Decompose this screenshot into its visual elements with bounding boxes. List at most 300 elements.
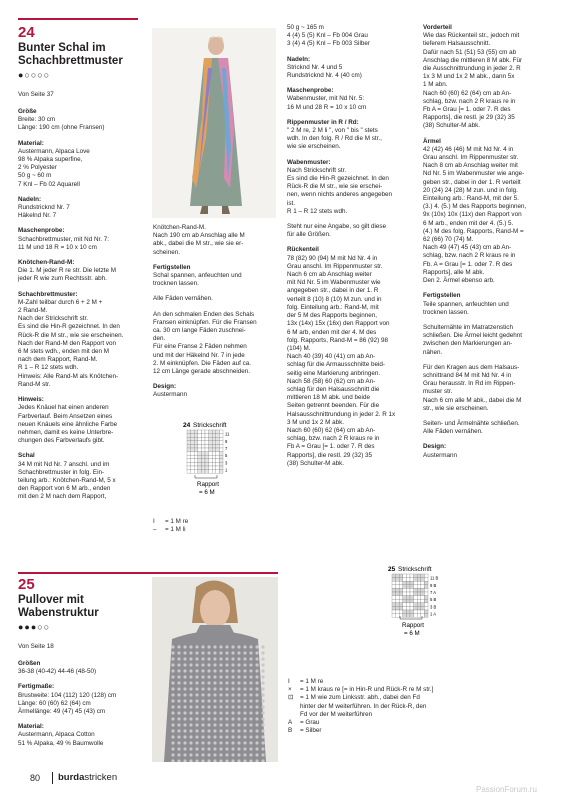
honeycomb-dot [261, 717, 264, 720]
chart-row-number: 1 A [430, 611, 437, 617]
section-text: Für den Kragen aus dem Halsaus- schnittrand 84 M mit Nd Nr. 4 in Grau herausstr. In Rd im Rippen- muster str. Nach 6 cm alle M abk., dabei die M str., wie sie erscheinen. [423, 363, 522, 412]
section-heading: Nadeln: [287, 55, 311, 63]
chart-cell [406, 596, 410, 600]
honeycomb-dot [237, 675, 240, 678]
honeycomb-dot [183, 753, 186, 756]
text-block [423, 443, 551, 459]
honeycomb-dot [249, 729, 252, 732]
honeycomb-dot [249, 657, 252, 660]
honeycomb-dot [231, 699, 234, 702]
section-25-rule [18, 572, 278, 574]
chart-cell [191, 452, 195, 456]
honeycomb-dot [195, 669, 198, 672]
chart-cell [406, 588, 410, 592]
section-heading: Maschenprobe: [287, 87, 334, 95]
chart-cell [406, 599, 410, 603]
chart-cell [201, 448, 205, 452]
legend-item [288, 678, 548, 686]
chart-cell [219, 434, 223, 438]
honeycomb-dot [255, 699, 258, 702]
honeycomb-dot [171, 693, 174, 696]
honeycomb-dot [183, 645, 186, 648]
honeycomb-dot [207, 687, 210, 690]
chart-cell [216, 459, 220, 463]
honeycomb-dot [183, 693, 186, 696]
honeycomb-dot [237, 657, 240, 660]
honeycomb-dot [225, 657, 228, 660]
chart-25-row-numbers [430, 576, 439, 617]
source-page-ref: Von Seite 37 [18, 91, 54, 98]
honeycomb-dot [219, 741, 222, 744]
honeycomb-dot [249, 705, 252, 708]
section-text: Die 1. M jeder R re str. Die letzte M jeder R wie zum Rechtsstr. abh. [18, 267, 116, 283]
honeycomb-dot [237, 741, 240, 744]
honeycomb-dot [231, 747, 234, 750]
honeycomb-dot [189, 645, 192, 648]
section-text: Austermann, Alpaca Love 98 % Alpaka superfine, 2 % Polyester 50 g ~ 60 m 7 Knl – Fb 02 Aquarell [18, 147, 90, 188]
chart-cell [410, 610, 414, 614]
honeycomb-dot [183, 669, 186, 672]
pattern-24-number: 24 [18, 24, 35, 41]
chart-cell [424, 578, 428, 582]
text-block [18, 723, 148, 748]
chart-cell [406, 606, 410, 610]
chart-cell [194, 444, 198, 448]
honeycomb-dot [201, 645, 204, 648]
honeycomb-dot [231, 657, 234, 660]
chart-cell [212, 466, 216, 470]
chart-cell [399, 585, 403, 589]
honeycomb-dot [249, 681, 252, 684]
honeycomb-dot [201, 651, 204, 654]
honeycomb-dot [219, 705, 222, 708]
chart-cell [198, 448, 202, 452]
honeycomb-dot [183, 747, 186, 750]
honeycomb-dot [219, 669, 222, 672]
chart-cell [396, 614, 400, 618]
chart-cell [410, 581, 414, 585]
chart-cell [205, 430, 209, 434]
watermark: PassionForum.ru [476, 785, 537, 794]
chart-cell [399, 588, 403, 592]
legend-item [288, 719, 548, 727]
chart-cell [187, 437, 191, 441]
chart-cell [414, 606, 418, 610]
chart-cell [198, 437, 202, 441]
chart-cell [194, 459, 198, 463]
chart-cell [216, 441, 220, 445]
honeycomb-dot [207, 717, 210, 720]
honeycomb-dot [171, 651, 174, 654]
honeycomb-dot [255, 729, 258, 732]
chart-25-rapport-value: = 6 M [404, 630, 420, 637]
section-text: Schachbrettmuster, mit Nd Nr. 7: 11 M und 18 R = 10 x 10 cm [18, 235, 109, 251]
chart-cell [194, 448, 198, 452]
honeycomb-dot [249, 735, 252, 738]
honeycomb-dot [189, 687, 192, 690]
chart-cell [191, 448, 195, 452]
honeycomb-dot [219, 735, 222, 738]
honeycomb-dot [201, 717, 204, 720]
honeycomb-dot [225, 753, 228, 756]
honeycomb-dot [261, 723, 264, 726]
honeycomb-dot [207, 675, 210, 678]
section-heading: Design: [153, 383, 177, 391]
honeycomb-dot [219, 675, 222, 678]
honeycomb-dot [183, 735, 186, 738]
legend-text: = 1 M wie zum Linksstr. abh., dabei den Fd hinter der M weiterführen. In der Rück-R, den Fd vor der M weiterführen [300, 694, 427, 718]
legend-item [153, 526, 253, 534]
honeycomb-dot [213, 645, 216, 648]
section-heading: Vorderteil [423, 24, 452, 31]
chart-cell [187, 444, 191, 448]
honeycomb-dot [207, 699, 210, 702]
honeycomb-dot [255, 681, 258, 684]
chart-cell [421, 606, 425, 610]
chart-cell [191, 455, 195, 459]
honeycomb-dot [213, 723, 216, 726]
chart-cell [191, 470, 195, 474]
honeycomb-dot [189, 747, 192, 750]
chart-cell [187, 434, 191, 438]
chart-cell [219, 452, 223, 456]
honeycomb-dot [237, 681, 240, 684]
honeycomb-dot [231, 693, 234, 696]
text-block [153, 224, 278, 257]
chart-24-number: 24 [183, 422, 191, 429]
chart-25-grid [392, 574, 428, 617]
chart-cell [205, 452, 209, 456]
honeycomb-dot [213, 657, 216, 660]
section-text: Nach Strickschrift str. Es sind die Hin-R gezeichnet. In den Rück-R die M str., wie sie erschei- nen, wenn nichts anderes angegeben ist. R 1 – R 12 stets wdh. [287, 166, 393, 215]
honeycomb-dot [243, 675, 246, 678]
chart-cell [187, 459, 191, 463]
chart-cell [191, 462, 195, 466]
chart-cell [417, 578, 421, 582]
legend-item [153, 518, 253, 526]
honeycomb-dot [231, 687, 234, 690]
chart-cell [198, 466, 202, 470]
chart-cell [216, 444, 220, 448]
honeycomb-dot [183, 675, 186, 678]
chart-cell [198, 444, 202, 448]
honeycomb-dot [219, 687, 222, 690]
chart-cell [396, 588, 400, 592]
honeycomb-dot [189, 717, 192, 720]
chart-row-number: 11 [225, 431, 230, 437]
chart-cell [205, 448, 209, 452]
chart-cell [414, 585, 418, 589]
honeycomb-dot [183, 699, 186, 702]
honeycomb-dot [189, 681, 192, 684]
honeycomb-dot [255, 657, 258, 660]
chart-cell [201, 430, 205, 434]
pattern-25-number: 25 [18, 576, 35, 593]
chart-cell [212, 434, 216, 438]
honeycomb-dot [213, 729, 216, 732]
honeycomb-dot [177, 723, 180, 726]
honeycomb-dot [225, 711, 228, 714]
honeycomb-dot [213, 693, 216, 696]
chart-cell [201, 466, 205, 470]
chart-cell [403, 614, 407, 618]
honeycomb-dot [213, 741, 216, 744]
text-block [153, 383, 278, 399]
chart-cell [219, 470, 223, 474]
pattern-24-column-2 [153, 224, 278, 407]
honeycomb-dot [183, 705, 186, 708]
honeycomb-dot [219, 693, 222, 696]
honeycomb-dot [219, 657, 222, 660]
chart-cell [194, 462, 198, 466]
section-text: 36-38 (40-42) 44-46 (48-50) [18, 668, 97, 676]
chart-cell [403, 592, 407, 596]
text-block [18, 683, 148, 716]
section-text: An den schmalen Enden des Schals Fransen einknüpfen. Für die Fransen ca. 30 cm lange Fäden zuschnei- den. Für eine Franse 2 Fäden nehmen und mit der Häkelnd Nr. 7 in jede 2. M einknüpfen. Die Fäden auf ca. 12 cm Länge gerade abschneiden. [153, 310, 257, 376]
honeycomb-dot [219, 681, 222, 684]
honeycomb-dot [213, 753, 216, 756]
chart-cell [410, 592, 414, 596]
text-block [423, 138, 551, 286]
honeycomb-dot [177, 651, 180, 654]
chart-cell [406, 578, 410, 582]
honeycomb-dot [219, 651, 222, 654]
chart-cell [212, 462, 216, 466]
chart-cell [187, 430, 191, 434]
honeycomb-dot [249, 651, 252, 654]
chart-cell [396, 603, 400, 607]
chart-cell [414, 592, 418, 596]
text-block [423, 292, 551, 317]
section-text: Wabenmuster, mit Nd Nr. 5: 16 M und 28 R = 10 x 10 cm [287, 95, 367, 111]
chart-cell [399, 596, 403, 600]
chart-cell [410, 614, 414, 618]
honeycomb-dot [261, 651, 264, 654]
chart-cell [209, 441, 213, 445]
honeycomb-dot [231, 705, 234, 708]
chart-cell [191, 430, 195, 434]
section-heading: Hinweis: [18, 396, 44, 404]
honeycomb-dot [237, 693, 240, 696]
chart-cell [424, 610, 428, 614]
chart-cell [216, 434, 220, 438]
text-block [153, 295, 278, 303]
chart-row-number: 9 B [430, 582, 437, 588]
chart-cell [421, 574, 425, 578]
chart-cell [414, 596, 418, 600]
honeycomb-dot [255, 711, 258, 714]
chart-cell [194, 452, 198, 456]
chart-cell [198, 434, 202, 438]
chart-cell [417, 606, 421, 610]
chart-cell [417, 574, 421, 578]
honeycomb-dot [237, 663, 240, 666]
honeycomb-dot [171, 663, 174, 666]
chart-cell [399, 581, 403, 585]
honeycomb-dot [213, 699, 216, 702]
honeycomb-dot [237, 687, 240, 690]
section-heading: Design: [423, 443, 447, 451]
legend-symbol: I [153, 518, 155, 525]
honeycomb-dot [189, 669, 192, 672]
honeycomb-dot [249, 687, 252, 690]
section-text: Teile spannen, anfeuchten und trocknen lassen. [423, 300, 509, 316]
chart-cell [414, 574, 418, 578]
chart-cell [406, 581, 410, 585]
honeycomb-dot [231, 735, 234, 738]
honeycomb-dot [177, 645, 180, 648]
legend-symbol: ⊡ [288, 694, 294, 702]
chart-cell [194, 441, 198, 445]
honeycomb-dot [171, 699, 174, 702]
honeycomb-dot [225, 717, 228, 720]
honeycomb-dot [171, 723, 174, 726]
honeycomb-dot [255, 687, 258, 690]
section-text: Austermann [423, 451, 457, 459]
chart-cell [403, 574, 407, 578]
text-block [18, 196, 146, 221]
chart-cell [219, 437, 223, 441]
chart-cell [421, 610, 425, 614]
honeycomb-dot [207, 645, 210, 648]
honeycomb-dot [243, 717, 246, 720]
honeycomb-dot [189, 651, 192, 654]
honeycomb-dot [261, 753, 264, 756]
section-24-rule [18, 18, 138, 20]
chart-cell [212, 470, 216, 474]
honeycomb-dot [225, 681, 228, 684]
chart-24-svg [183, 420, 263, 500]
honeycomb-dot [171, 717, 174, 720]
chart-cell [414, 610, 418, 614]
chart-cell [406, 610, 410, 614]
pattern-24-title: Bunter Schal im Schachbrettmuster [18, 42, 123, 67]
honeycomb-dot [207, 663, 210, 666]
chart-cell [392, 606, 396, 610]
chart-24-label: Strickschrift [193, 422, 227, 429]
chart-cell [201, 462, 205, 466]
honeycomb-dot [243, 663, 246, 666]
chart-cell [194, 470, 198, 474]
legend-text: = 1 M re [165, 518, 189, 525]
chart-cell [187, 470, 191, 474]
chart-row-number: 11 B [430, 575, 439, 581]
legend-symbol: A [288, 719, 293, 727]
chart-cell [421, 581, 425, 585]
honeycomb-dot [177, 681, 180, 684]
chart-cell [406, 614, 410, 618]
honeycomb-dot [231, 681, 234, 684]
chart-cell [396, 606, 400, 610]
honeycomb-dot [201, 663, 204, 666]
chart-cell [205, 434, 209, 438]
honeycomb-dot [183, 711, 186, 714]
text-block [287, 119, 415, 152]
honeycomb-dot [261, 693, 264, 696]
honeycomb-dot [195, 675, 198, 678]
chart-row-number: 7 [225, 446, 228, 451]
chart-cell [403, 599, 407, 603]
chart-cell [198, 470, 202, 474]
honeycomb-dot [207, 729, 210, 732]
honeycomb-dot [225, 663, 228, 666]
text-block [153, 311, 278, 377]
chart-cell [191, 434, 195, 438]
honeycomb-dot [189, 753, 192, 756]
honeycomb-dot [201, 657, 204, 660]
chart-cell [187, 452, 191, 456]
honeycomb-dot [213, 711, 216, 714]
section-heading: Maschenprobe: [18, 227, 65, 235]
honeycomb-dot [255, 675, 258, 678]
chart-cell [399, 606, 403, 610]
chart-cell [392, 578, 396, 582]
chart-cell [421, 585, 425, 589]
honeycomb-dot [177, 699, 180, 702]
chart-cell [414, 603, 418, 607]
honeycomb-dot [195, 663, 198, 666]
chart-cell [414, 599, 418, 603]
honeycomb-dot [207, 711, 210, 714]
chart-cell [396, 574, 400, 578]
honeycomb-dot [231, 711, 234, 714]
honeycomb-dot [249, 747, 252, 750]
honeycomb-dot [255, 747, 258, 750]
honeycomb-dot [171, 735, 174, 738]
honeycomb-dot [219, 663, 222, 666]
honeycomb-dot [171, 657, 174, 660]
text-block [287, 223, 415, 239]
honeycomb-dot [195, 711, 198, 714]
honeycomb-dot [231, 645, 234, 648]
honeycomb-dot [231, 753, 234, 756]
chart-cell [191, 444, 195, 448]
chart-cell [198, 452, 202, 456]
chart-24-legend [153, 518, 253, 534]
honeycomb-dot [243, 753, 246, 756]
honeycomb-dot [249, 753, 252, 756]
honeycomb-dot [183, 723, 186, 726]
honeycomb-dot [213, 735, 216, 738]
honeycomb-dot [183, 717, 186, 720]
honeycomb-dot [237, 747, 240, 750]
chart-cell [194, 430, 198, 434]
honeycomb-dot [177, 669, 180, 672]
honeycomb-dot [195, 729, 198, 732]
chart-cell [205, 444, 209, 448]
honeycomb-dot [207, 723, 210, 726]
section-heading: Ärmel [423, 137, 441, 145]
chart-cell [194, 437, 198, 441]
honeycomb-dot [261, 645, 264, 648]
chart-cell [194, 455, 198, 459]
honeycomb-dot [201, 723, 204, 726]
honeycomb-dot [201, 675, 204, 678]
brand-bold: burda [58, 772, 85, 783]
honeycomb-dot [213, 681, 216, 684]
chart-cell [392, 596, 396, 600]
chart-cell [212, 444, 216, 448]
chart-cell [392, 610, 396, 614]
section-text: " 2 M re, 2 M li ", von " bis " stets wdh. In den folg. R / Rd die M str., wie sie erscheinen. [287, 127, 382, 151]
chart-cell [201, 434, 205, 438]
chart-cell [209, 470, 213, 474]
honeycomb-dot [243, 723, 246, 726]
chart-cell [424, 599, 428, 603]
chart-cell [392, 614, 396, 618]
honeycomb-dot [225, 651, 228, 654]
chart-cell [417, 596, 421, 600]
